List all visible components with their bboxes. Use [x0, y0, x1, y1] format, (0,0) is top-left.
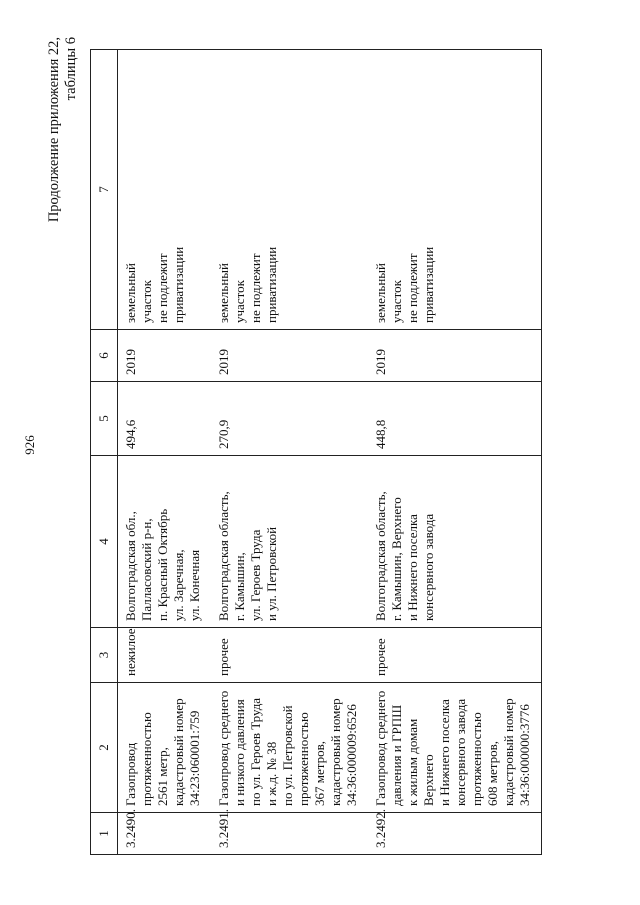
column-header-7: 7 — [91, 50, 118, 330]
object-year: 2019 — [118, 330, 212, 382]
object-note: земельный участок не подлежит приватизации — [368, 50, 542, 330]
column-header-4: 4 — [91, 456, 118, 628]
object-note: земельный участок не подлежит приватизации — [118, 50, 212, 330]
object-year: 2019 — [368, 330, 542, 382]
table-caption — [46, 37, 80, 222]
column-header-5: 5 — [91, 382, 118, 456]
caption-line-1: Продолжение приложения 22, — [46, 37, 62, 223]
object-type: прочее — [211, 628, 368, 683]
column-header-6: 6 — [91, 330, 118, 382]
row-number: 3.2492. — [368, 813, 542, 855]
table-header-row — [91, 50, 118, 855]
row-number: 3.2491. — [211, 813, 368, 855]
object-type: нежилое — [118, 628, 212, 683]
table-row — [118, 50, 212, 855]
object-value: 270,9 — [211, 382, 368, 456]
object-type: прочее — [368, 628, 542, 683]
column-header-1: 1 — [91, 813, 118, 855]
column-header-2: 2 — [91, 683, 118, 813]
row-number: 3.2490. — [118, 813, 212, 855]
table-row — [368, 50, 542, 855]
object-name: Газопровод среднего давления и ГРПШ к жилым домам Верхнего и Нижнего поселка консервного завода протяженностью 608 метров, кадастровый номер 34:36:000000:3776 — [368, 683, 542, 813]
page-number: 926 — [22, 435, 37, 455]
object-value: 448,8 — [368, 382, 542, 456]
object-name: Газопровод протяженностью 2561 метр, кадастровый номер 34:23:060001:759 — [118, 683, 212, 813]
object-year: 2019 — [211, 330, 368, 382]
object-name: Газопровод среднего и низкого давления по ул. Героев Труда и ж.д. № 38 по ул. Петровской протяженностью 367 метров, кадастровый номер 34:36:000009:6526 — [211, 683, 368, 813]
column-header-3: 3 — [91, 628, 118, 683]
table-row — [211, 50, 368, 855]
object-address: Волгоградская область, г. Камышин, Верхнего и Нижнего поселка консервного завода — [368, 456, 542, 628]
object-address: Волгоградская область, г. Камышин, ул. Героев Труда и ул. Петровской — [211, 456, 368, 628]
object-value: 494,6 — [118, 382, 212, 456]
data-table — [90, 49, 542, 855]
caption-line-2: таблицы 6 — [63, 37, 79, 101]
object-note: земельный участок не подлежит приватизации — [211, 50, 368, 330]
object-address: Волгоградская обл., Палласовский р-н, п. Красный Октябрь ул. Заречная, ул. Конечная — [118, 456, 212, 628]
